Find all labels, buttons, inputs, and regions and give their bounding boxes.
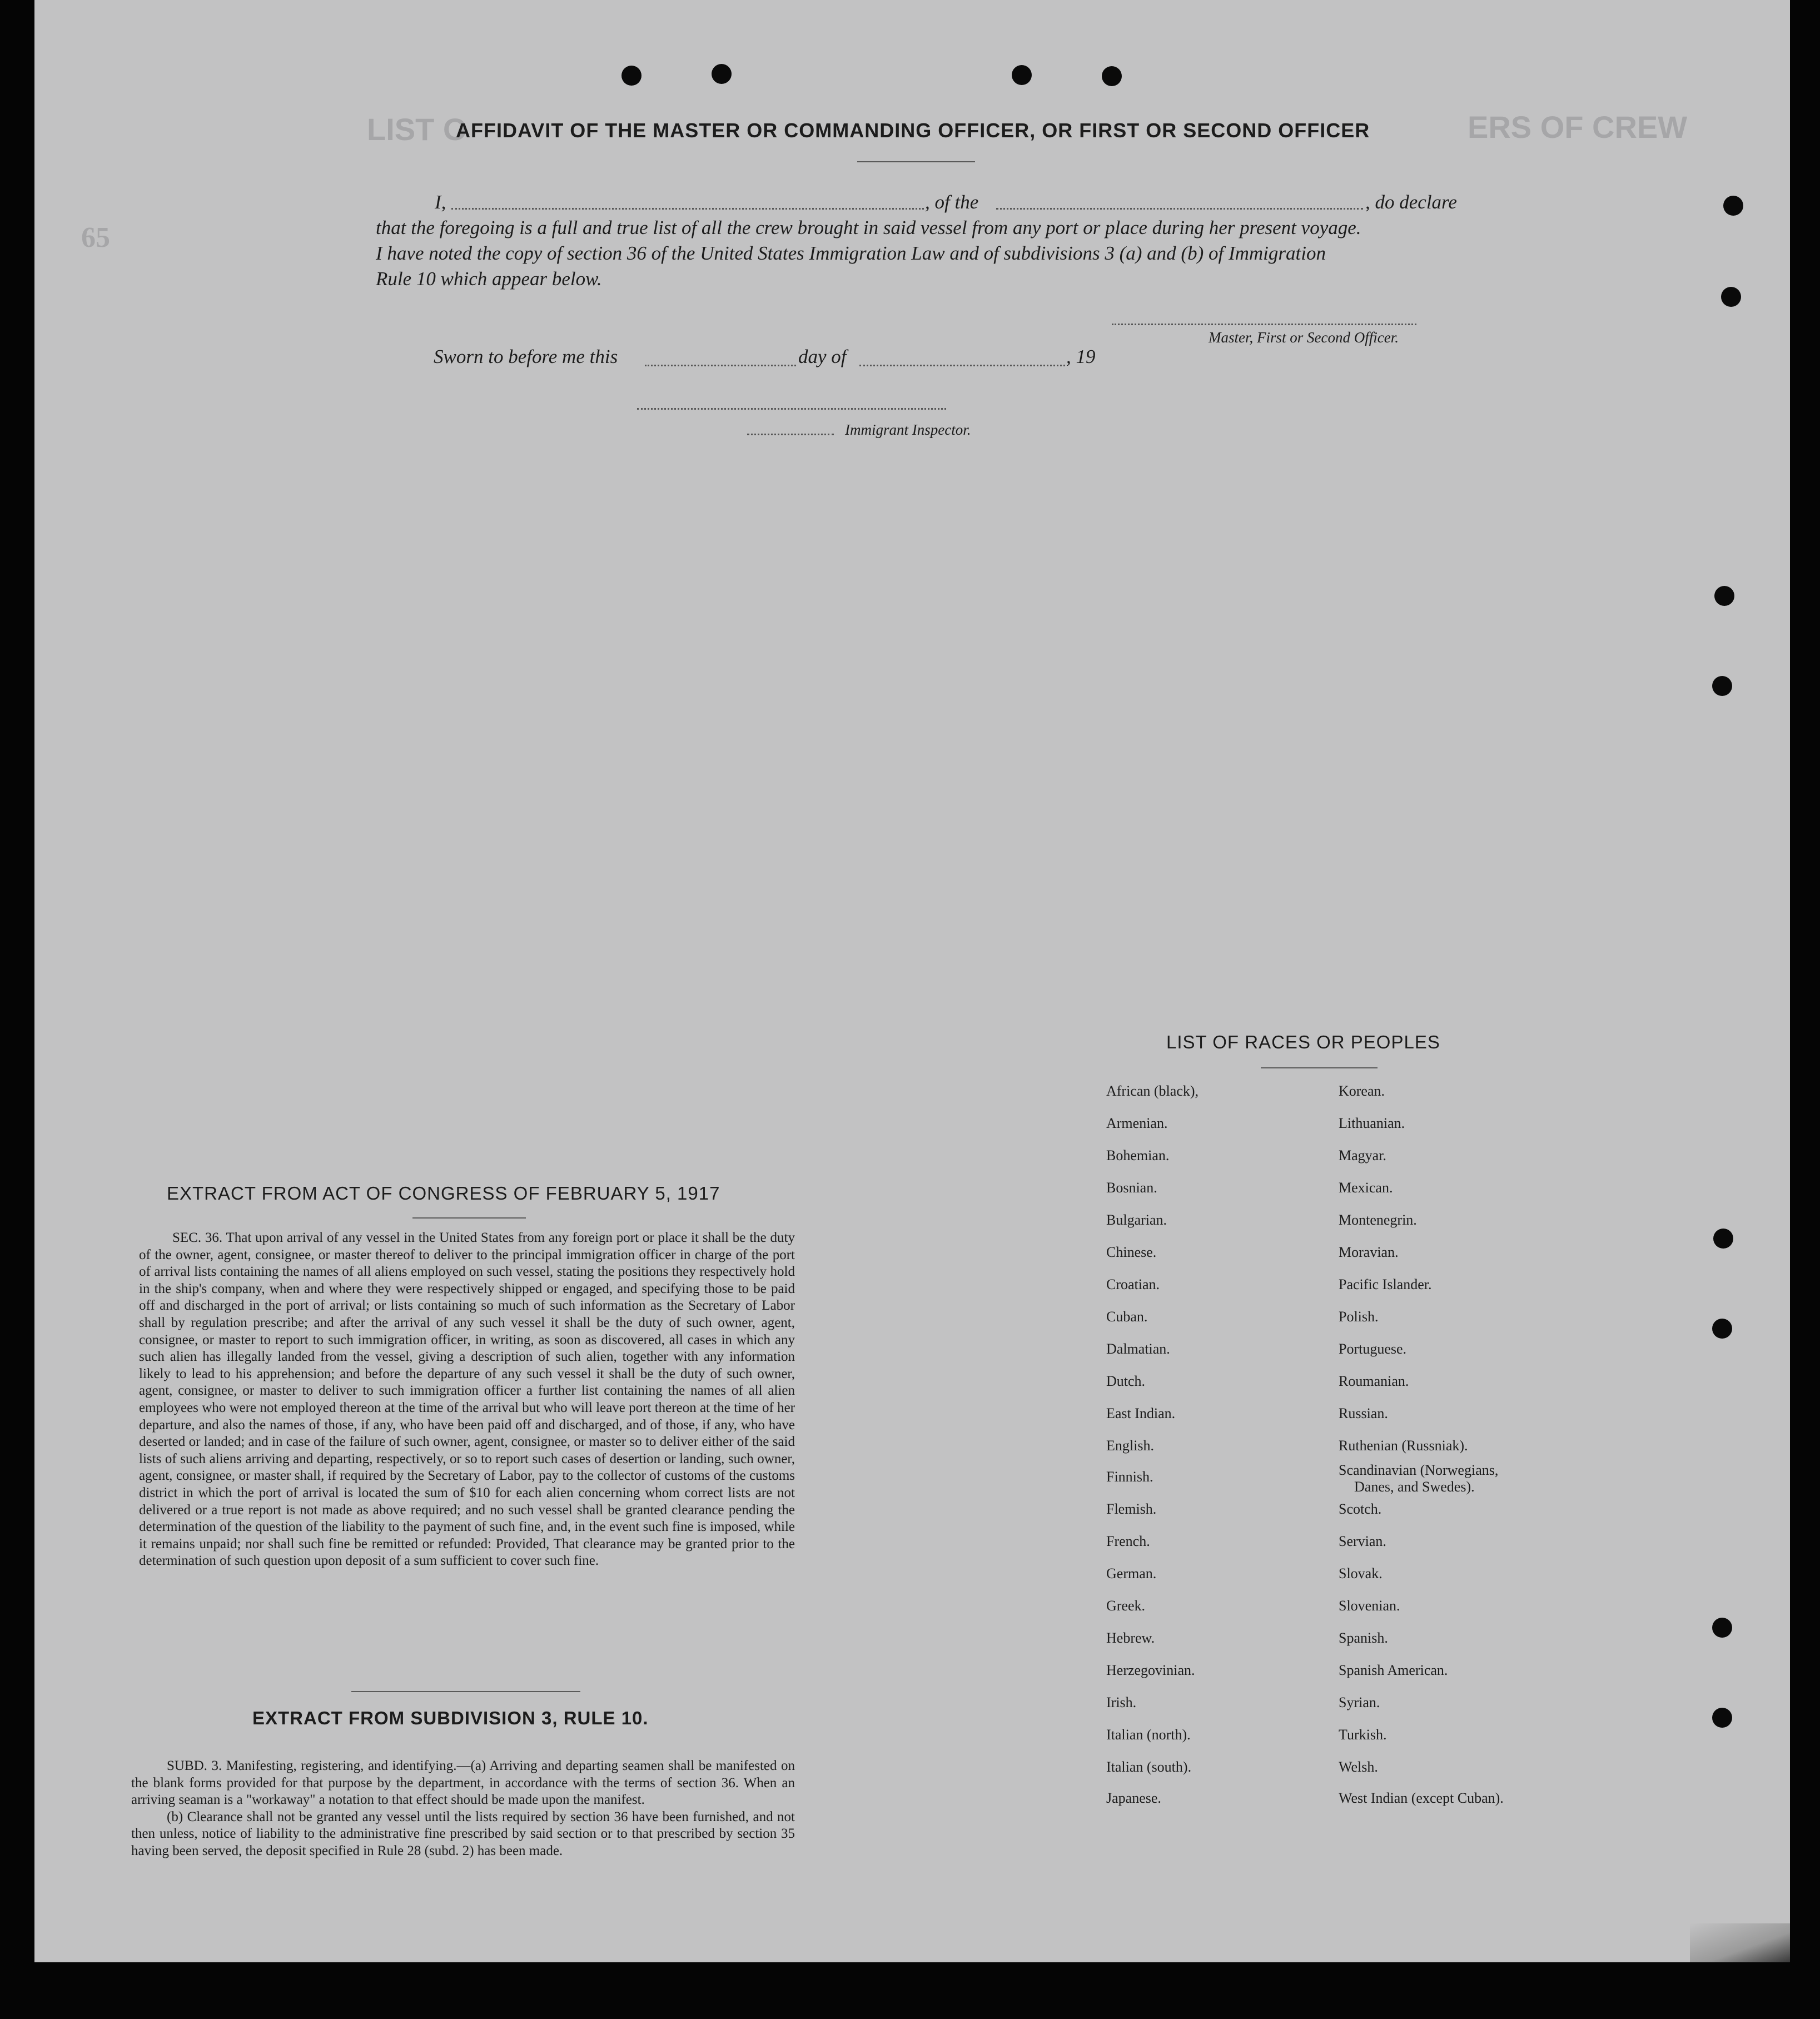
race-item: Bulgarian. — [1106, 1212, 1167, 1228]
document-page — [34, 0, 1790, 1962]
sworn-day-of: day of — [798, 346, 847, 367]
sworn-prefix: Sworn to before me this — [434, 346, 618, 367]
race-item: Finnish. — [1106, 1469, 1153, 1485]
race-item: Cuban. — [1106, 1309, 1148, 1325]
race-item: Herzegovinian. — [1106, 1662, 1195, 1678]
race-item: Japanese. — [1106, 1790, 1161, 1806]
race-item: Slovak. — [1339, 1565, 1383, 1582]
affidavit-line3: I have noted the copy of section 36 of the United States Immigration Law and of subdivisions 3 (a) and (b) of Immigration — [376, 242, 1326, 264]
races-title-rule — [1261, 1067, 1378, 1068]
race-item: Bohemian. — [1106, 1147, 1170, 1163]
race-item: Armenian. — [1106, 1115, 1168, 1131]
punch-hole — [1713, 1229, 1733, 1249]
race-item: Welsh. — [1339, 1759, 1378, 1775]
page-curl — [1690, 1923, 1790, 1962]
race-item: German. — [1106, 1565, 1157, 1582]
race-item: Ruthenian (Russniak). — [1339, 1438, 1468, 1454]
punch-hole — [1712, 1618, 1732, 1638]
punch-hole — [712, 64, 732, 84]
extract-rule-paragraph-b: (b) Clearance shall not be granted any vessel until the lists required by section 36 have been furnished, and not then unless, notice of liability to the administrative fine prescribed by said section or to that prescribed by section 35 having been served, the deposit specified in Rule 28 (subd. 2) has been made. — [131, 1809, 795, 1858]
affidavit-line4: Rule 10 which appear below. — [376, 268, 602, 290]
race-item: Roumanian. — [1339, 1373, 1409, 1389]
race-item: Spanish. — [1339, 1630, 1388, 1646]
race-item: Dutch. — [1106, 1373, 1146, 1389]
sworn-day-field[interactable] — [645, 365, 796, 366]
race-item: Dalmatian. — [1106, 1341, 1170, 1357]
extract-act-title-rule — [412, 1217, 526, 1219]
affidavit-title-rule — [857, 161, 975, 162]
race-item: Irish. — [1106, 1694, 1137, 1710]
punch-hole — [1712, 1319, 1732, 1339]
affidavit-line2: that the foregoing is a full and true list of all the crew brought in said vessel from any port or place during her present voyage. — [376, 217, 1361, 238]
inspector-signature-field-short[interactable] — [747, 434, 834, 435]
sworn-year: , 19 — [1066, 346, 1096, 367]
race-item: Magyar. — [1339, 1147, 1386, 1163]
bleed-through-header-left: LIST O — [367, 112, 468, 147]
officer-name-field[interactable] — [451, 208, 924, 210]
extract-act-paragraph: SEC. 36. That upon arrival of any vessel in the United States from any foreign port or place it shall be the duty of the owner, agent, consignee, or master thereof to deliver to the principal immigration officer in charge of the port of arrival lists containing the names of all aliens employed on such vessel, stating the positions they respectively hold in the ship's company, when and where they were respectively shipped or engaged, and specifying those to be paid off and discharged in the port of arrival; or lists containing so much of such information as the Secretary of Labor shall by regulation prescribe; and after the arrival of any such vessel it shall be the duty of such owner, agent, consignee, or master to report to such immigration officer, in writing, as soon as discovered, all cases in which any such alien has illegally landed from the vessel, giving a description of such alien, together with any information likely to lead to his apprehension; and before the departure of any such vessel it shall be the duty of such owner, agent, consignee, or master to deliver to such immigration officer a further list containing the names of all alien employees who were not employed thereon at the time of the arrival but who will leave port thereon at the time of her departure, and also the names of those, if any, who have been paid off and discharged, and of those, if any, who have deserted or landed; and in case of the failure of such owner, agent, consignee, or master so to deliver either of the said lists of such aliens arriving and departing, respectively, or so to report such cases of desertion or landing, such owner, agent, consignee, or master shall, if required by the Secretary of Labor, pay to the collector of customs of the customs district in which the port of arrival is located the sum of $10 for each alien concerning whom correct lists are not delivered or a true report is not made as above required; and no such vessel shall be granted clearance pending the determination of the question of the liability to the payment of such fine, and, in the event such fine is imposed, while it remains unpaid; nor shall such fine be remitted or refunded: Provided, That clearance may be granted prior to the determination of such question upon deposit of a sum sufficient to cover such fine. — [139, 1230, 795, 1569]
punch-hole — [621, 66, 642, 86]
punch-hole — [1712, 1708, 1732, 1728]
extract-rule-body — [131, 1758, 795, 1860]
race-item: Servian. — [1339, 1533, 1386, 1549]
race-item: East Indian. — [1106, 1405, 1176, 1421]
punch-hole — [1723, 196, 1743, 216]
race-item: Hebrew. — [1106, 1630, 1155, 1646]
extract-act-body — [139, 1230, 795, 1570]
race-item: Polish. — [1339, 1309, 1379, 1325]
race-item: Lithuanian. — [1339, 1115, 1405, 1131]
punch-hole — [1721, 287, 1741, 307]
race-item: Mexican. — [1339, 1180, 1393, 1196]
race-item: Syrian. — [1339, 1694, 1380, 1710]
race-item: Italian (south). — [1106, 1759, 1192, 1775]
race-item: Spanish American. — [1339, 1662, 1448, 1678]
race-item: West Indian (except Cuban). — [1339, 1790, 1504, 1806]
sworn-month-field[interactable] — [859, 365, 1065, 366]
race-item: Italian (north). — [1106, 1727, 1191, 1743]
punch-hole — [1012, 65, 1032, 85]
race-item: English. — [1106, 1438, 1154, 1454]
race-item: Chinese. — [1106, 1244, 1157, 1260]
master-signature-field[interactable] — [1112, 324, 1416, 325]
race-item: Korean. — [1339, 1083, 1385, 1099]
master-signature-label: Master, First or Second Officer. — [1209, 329, 1399, 346]
punch-hole — [1714, 586, 1734, 606]
punch-hole — [1102, 66, 1122, 86]
race-item: Scandinavian (Norwegians, — [1339, 1462, 1499, 1478]
race-item: Pacific Islander. — [1339, 1276, 1432, 1292]
bleed-through-header-right: ERS OF CREW — [1468, 110, 1688, 145]
race-item: Slovenian. — [1339, 1598, 1400, 1614]
race-item: Flemish. — [1106, 1501, 1157, 1517]
race-item: Moravian. — [1339, 1244, 1399, 1260]
inspector-signature-field[interactable] — [637, 408, 946, 410]
races-title: LIST OF RACES OR PEOPLES — [1166, 1032, 1440, 1052]
race-item: Portuguese. — [1339, 1341, 1407, 1357]
affidavit-title: AFFIDAVIT OF THE MASTER OR COMMANDING OFFICER, OR FIRST OR SECOND OFFICER — [456, 119, 1370, 142]
extract-divider — [351, 1691, 580, 1692]
race-item: French. — [1106, 1533, 1150, 1549]
bleed-through-number: 65 — [81, 222, 110, 253]
affidavit-line1-of-the: , of the — [925, 191, 979, 213]
extract-rule-paragraph-a: SUBD. 3. Manifesting, registering, and identifying.—(a) Arriving and departing seamen shall be manifested on the blank forms provided for that purpose by the department, in accordance with the terms of section 36. When an arriving seaman is a "workaway" a notation to that effect should be made upon the manifest. — [131, 1758, 795, 1808]
extract-rule-title: EXTRACT FROM SUBDIVISION 3, RULE 10. — [252, 1708, 649, 1728]
extract-act-title: EXTRACT FROM ACT OF CONGRESS OF FEBRUARY 5, 1917 — [167, 1183, 720, 1204]
race-item: Croatian. — [1106, 1276, 1160, 1292]
race-item: African (black), — [1106, 1083, 1199, 1099]
race-item: Russian. — [1339, 1405, 1388, 1421]
punch-hole — [1712, 676, 1732, 696]
affidavit-line1-do-declare: , do declare — [1365, 191, 1457, 213]
vessel-name-field[interactable] — [996, 208, 1363, 210]
race-item: Danes, and Swedes). — [1354, 1479, 1475, 1495]
race-item: Bosnian. — [1106, 1180, 1157, 1196]
inspector-label: Immigrant Inspector. — [845, 421, 971, 438]
race-item: Turkish. — [1339, 1727, 1387, 1743]
race-item: Montenegrin. — [1339, 1212, 1417, 1228]
affidavit-line1-i: I, — [435, 191, 446, 213]
race-item: Scotch. — [1339, 1501, 1382, 1517]
race-item: Greek. — [1106, 1598, 1146, 1614]
